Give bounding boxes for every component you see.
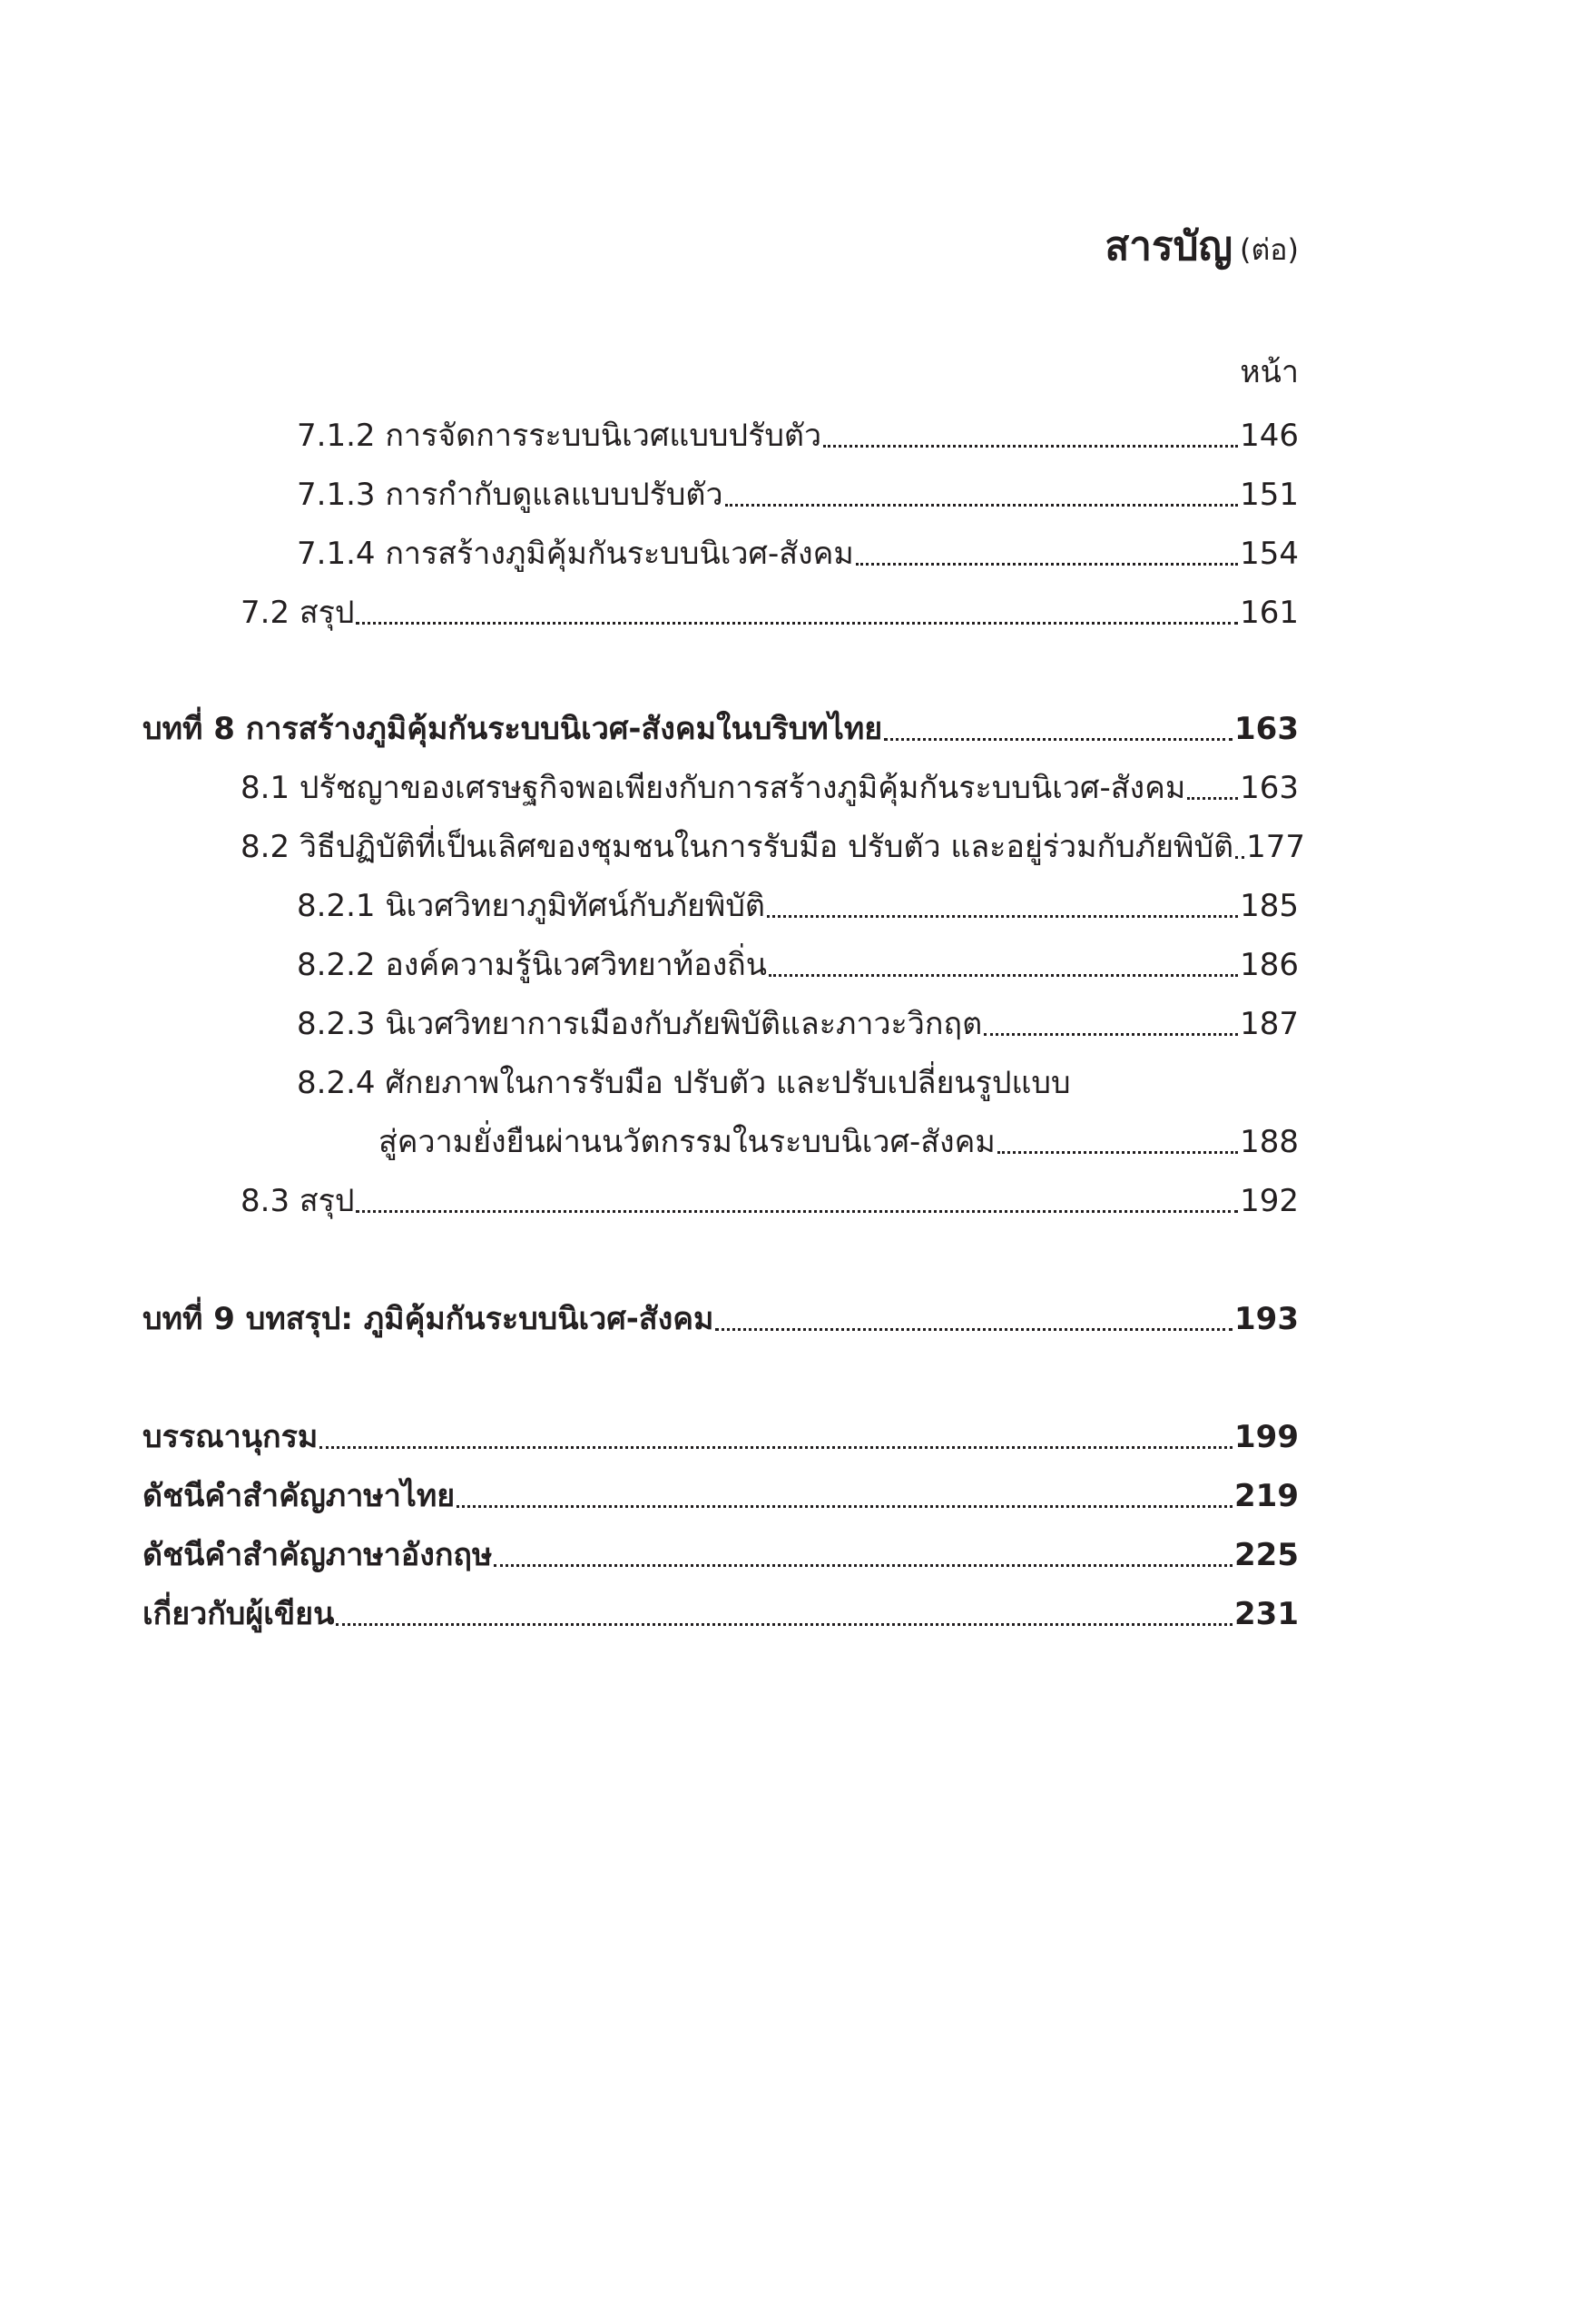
- dot-leader: [457, 1505, 1233, 1508]
- dot-leader: [769, 974, 1238, 977]
- toc-entry-label: ดัชนีคำสำคัญภาษาอังกฤษ: [142, 1537, 493, 1573]
- toc-entry-page: 151: [1240, 477, 1299, 513]
- title-text: สารบัญ: [1105, 223, 1233, 270]
- toc-entry: [142, 1060, 1299, 1106]
- toc-entry: [142, 1001, 1299, 1047]
- dot-leader: [356, 1210, 1238, 1213]
- dot-leader: [725, 504, 1238, 507]
- toc-entry: [142, 413, 1299, 458]
- toc-entry-page: 161: [1240, 595, 1299, 631]
- dot-leader: [767, 915, 1238, 918]
- toc-entry-page: 185: [1240, 888, 1299, 924]
- toc-entry-page: 225: [1234, 1537, 1299, 1573]
- toc-entry: [142, 1473, 1299, 1519]
- toc-entry-page: 177: [1246, 829, 1306, 865]
- toc-entry-page: 163: [1240, 770, 1299, 806]
- toc-entry: [142, 1414, 1299, 1460]
- toc-entry-label: 8.2.3 นิเวศวิทยาการเมืองกับภัยพิบัติและภาวะวิกฤต: [297, 1006, 983, 1042]
- page-column-header: หน้า: [1240, 354, 1299, 390]
- toc-entry-label: บรรณานุกรม: [142, 1419, 319, 1455]
- toc-entry-label: 8.1 ปรัชญาของเศรษฐกิจพอเพียงกับการสร้างภูมิคุ้มกันระบบนิเวศ-สังคม: [241, 770, 1186, 806]
- toc-entry: [142, 1532, 1299, 1578]
- toc-entry: [142, 942, 1299, 988]
- toc-entry-label: บทที่ 8 การสร้างภูมิคุ้มกันระบบนิเวศ-สังคมในบริบทไทย: [142, 711, 883, 747]
- dot-leader: [1235, 856, 1244, 859]
- toc-entry-page: 219: [1234, 1478, 1299, 1514]
- toc-entry: [142, 1119, 1299, 1165]
- toc-entry-page: 186: [1240, 947, 1299, 983]
- toc-entry-label: 8.2 วิธีปฏิบัติที่เป็นเลิศของชุมชนในการรับมือ ปรับตัว และอยู่ร่วมกับภัยพิบัติ: [241, 829, 1234, 865]
- toc-entry-label: เกี่ยวกับผู้เขียน: [142, 1596, 335, 1632]
- toc-entry-label: ดัชนีคำสำคัญภาษาไทย: [142, 1478, 456, 1514]
- toc-entry: [142, 1591, 1299, 1637]
- toc-entry-page: 146: [1240, 418, 1299, 454]
- toc-entry-label: 7.1.2 การจัดการระบบนิเวศแบบปรับตัว: [297, 418, 822, 454]
- dot-leader: [884, 738, 1233, 741]
- dot-leader: [319, 1446, 1233, 1449]
- toc-entry-page: 192: [1240, 1183, 1299, 1219]
- title-continued: (ต่อ): [1240, 232, 1299, 267]
- toc-entry-page: 188: [1240, 1124, 1299, 1160]
- toc-entry: [142, 765, 1299, 811]
- toc-entry-label: 8.2.4 ศักยภาพในการรับมือ ปรับตัว และปรับเปลี่ยนรูปแบบ: [297, 1065, 1071, 1101]
- page-title: [1105, 214, 1299, 278]
- toc-entry: [142, 590, 1299, 635]
- toc-entry: [142, 706, 1299, 752]
- toc-entry: [142, 1296, 1299, 1342]
- toc-entry-label: 7.1.4 การสร้างภูมิคุ้มกันระบบนิเวศ-สังคม: [297, 536, 854, 572]
- toc-entry-page: 163: [1234, 711, 1299, 747]
- toc-entry-page: 193: [1234, 1301, 1299, 1337]
- toc-entry: [142, 824, 1306, 870]
- dot-leader: [997, 1151, 1238, 1154]
- toc-entry-page: 231: [1234, 1596, 1299, 1632]
- dot-leader: [984, 1033, 1238, 1036]
- dot-leader: [356, 622, 1238, 625]
- toc-entry-label: 8.3 สรุป: [241, 1183, 355, 1219]
- dot-leader: [1187, 797, 1238, 800]
- toc-entry-label: บทที่ 9 บทสรุป: ภูมิคุ้มกันระบบนิเวศ-สังคม: [142, 1301, 714, 1337]
- dot-leader: [715, 1328, 1233, 1331]
- toc-entry: [142, 472, 1299, 517]
- toc-entry-label: 7.2 สรุป: [241, 595, 355, 631]
- toc-entry-label: 8.2.1 นิเวศวิทยาภูมิทัศน์กับภัยพิบัติ: [297, 888, 766, 924]
- dot-leader: [856, 563, 1238, 566]
- toc-entry-page: 187: [1240, 1006, 1299, 1042]
- toc-entry-page: 199: [1234, 1419, 1299, 1455]
- toc-entry: [142, 883, 1299, 929]
- toc-entry-page: 154: [1240, 536, 1299, 572]
- dot-leader: [823, 445, 1238, 448]
- dot-leader: [494, 1564, 1233, 1567]
- dot-leader: [336, 1623, 1233, 1626]
- toc-entry-label: 8.2.2 องค์ความรู้นิเวศวิทยาท้องถิ่น: [297, 947, 768, 983]
- toc-entry: [142, 1178, 1299, 1224]
- toc-entry-label: 7.1.3 การกำกับดูแลแบบปรับตัว: [297, 477, 723, 513]
- toc-entry: [142, 531, 1299, 576]
- toc-entry-label: สู่ความยั่งยืนผ่านนวัตกรรมในระบบนิเวศ-สังคม: [378, 1124, 996, 1160]
